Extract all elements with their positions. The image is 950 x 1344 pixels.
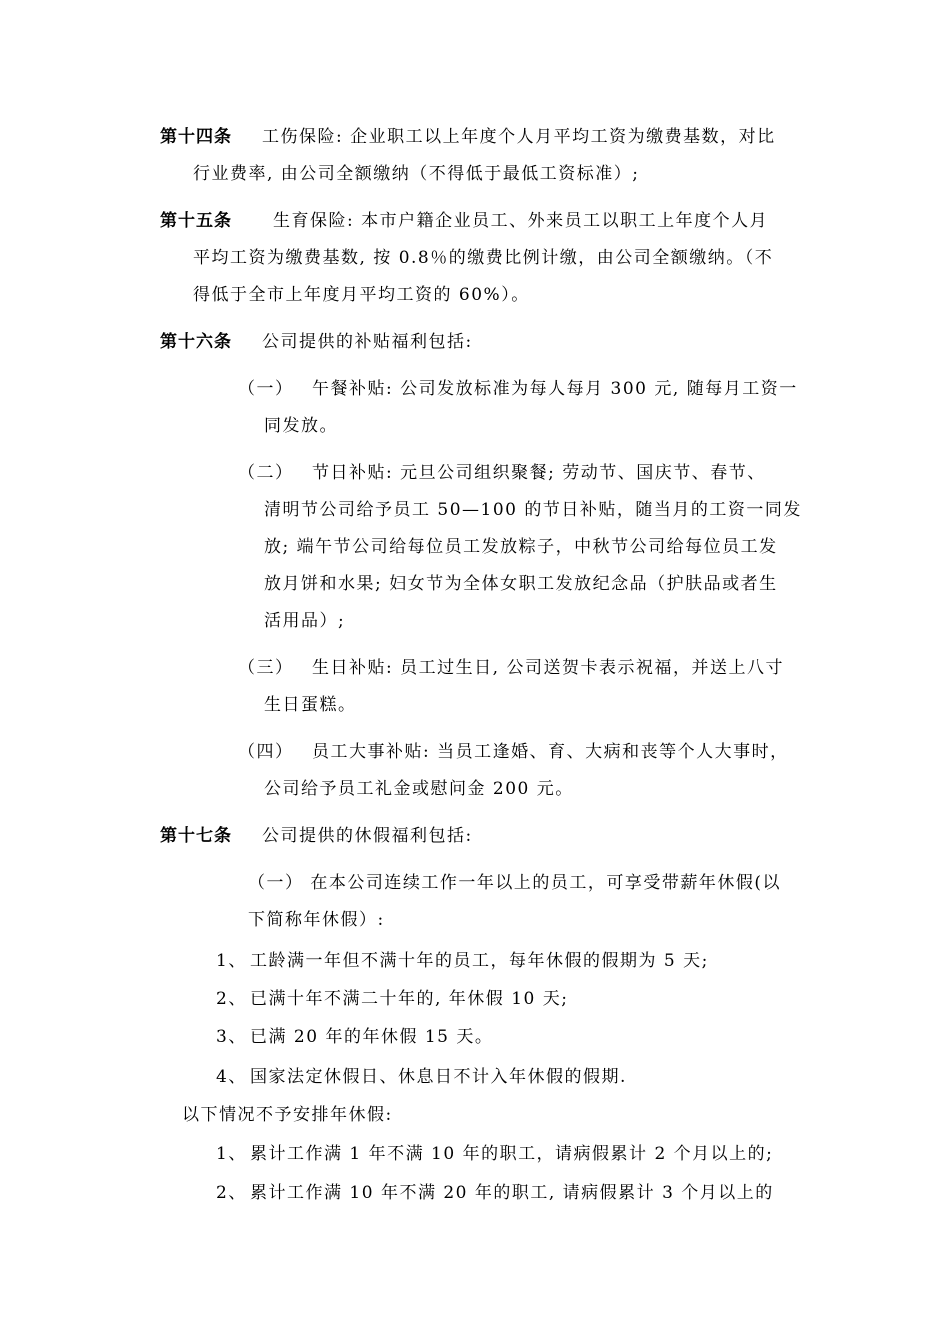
exclusion-2-text: 累计工作满 10 年不满 20 年的职工, 请病假累计 3 个月以上的 <box>250 1183 774 1203</box>
subsidy-3-number: （三） <box>238 658 294 678</box>
subsidy-2-line-1: 节日补贴: 元旦公司组织聚餐; 劳动节、国庆节、春节、 <box>312 463 766 483</box>
subsidy-1-number: （一） <box>238 379 294 399</box>
article-15-line-3: 得低于全市上年度月平均工资的 60%）。 <box>193 285 530 305</box>
article-16-heading: 第十六条 <box>160 332 232 352</box>
leave-item-1-line-2: 下简称年休假）: <box>248 910 385 930</box>
subsidy-3-line-1: 生日补贴: 员工过生日, 公司送贺卡表示祝福，并送上八寸 <box>312 658 784 678</box>
leave-rule-3-number: 3、 <box>216 1027 247 1047</box>
subsidy-2-line-2: 清明节公司给予员工 50—100 的节日补贴，随当月的工资一同发 <box>264 500 802 520</box>
article-14-line-1: 工伤保险: 企业职工以上年度个人月平均工资为缴费基数，对比 <box>262 127 776 147</box>
article-14-line-2: 行业费率, 由公司全额缴纳（不得低于最低工资标准）; <box>193 164 640 184</box>
subsidy-1-line-1: 午餐补贴: 公司发放标准为每人每月 300 元, 随每月工资一 <box>312 379 798 399</box>
subsidy-2-number: （二） <box>238 463 294 483</box>
article-14-heading: 第十四条 <box>160 127 232 147</box>
leave-rule-2-text: 已满十年不满二十年的, 年休假 10 天; <box>250 989 569 1009</box>
exclusion-1-number: 1、 <box>216 1144 247 1164</box>
leave-rule-4-number: 4、 <box>216 1067 247 1087</box>
subsidy-3-line-2: 生日蛋糕。 <box>264 695 357 715</box>
leave-rule-3-text: 已满 20 年的年休假 15 天。 <box>250 1027 494 1047</box>
leave-rule-2-number: 2、 <box>216 989 247 1009</box>
leave-rule-1-text: 工龄满一年但不满十年的员工，每年休假的假期为 5 天; <box>250 951 709 971</box>
exclusion-1-text: 累计工作满 1 年不满 10 年的职工，请病假累计 2 个月以上的; <box>250 1144 774 1164</box>
subsidy-2-line-3: 放; 端午节公司给每位员工发放粽子，中秋节公司给每位员工发 <box>264 537 778 557</box>
subsidy-4-number: （四） <box>238 742 294 762</box>
article-17-intro: 公司提供的休假福利包括: <box>262 826 473 846</box>
subsidy-2-line-5: 活用品）; <box>264 611 346 631</box>
article-17-heading: 第十七条 <box>160 826 232 846</box>
subsidy-4-line-2: 公司给予员工礼金或慰问金 200 元。 <box>264 779 574 799</box>
subsidy-4-line-1: 员工大事补贴: 当员工逢婚、育、大病和丧等个人大事时， <box>312 742 789 762</box>
article-15-heading: 第十五条 <box>160 211 232 231</box>
subsidy-1-line-2: 同发放。 <box>264 416 338 436</box>
leave-rule-1-number: 1、 <box>216 951 247 971</box>
leave-item-1-line-1: （一） 在本公司连续工作一年以上的员工，可享受带薪年休假(以 <box>248 873 782 893</box>
subsidy-2-line-4: 放月饼和水果; 妇女节为全体女职工发放纪念品（护肤品或者生 <box>264 574 778 594</box>
article-15-line-2: 平均工资为缴费基数, 按 0.8％的缴费比例计缴，由公司全额缴纳。（不 <box>193 248 774 268</box>
exclusion-intro: 以下情况不予安排年休假: <box>182 1105 393 1125</box>
exclusion-2-number: 2、 <box>216 1183 247 1203</box>
leave-rule-4-text: 国家法定休假日、休息日不计入年休假的假期. <box>250 1067 627 1087</box>
article-15-line-1: 生育保险: 本市户籍企业员工、外来员工以职工上年度个人月 <box>273 211 769 231</box>
article-16-intro: 公司提供的补贴福利包括: <box>262 332 473 352</box>
